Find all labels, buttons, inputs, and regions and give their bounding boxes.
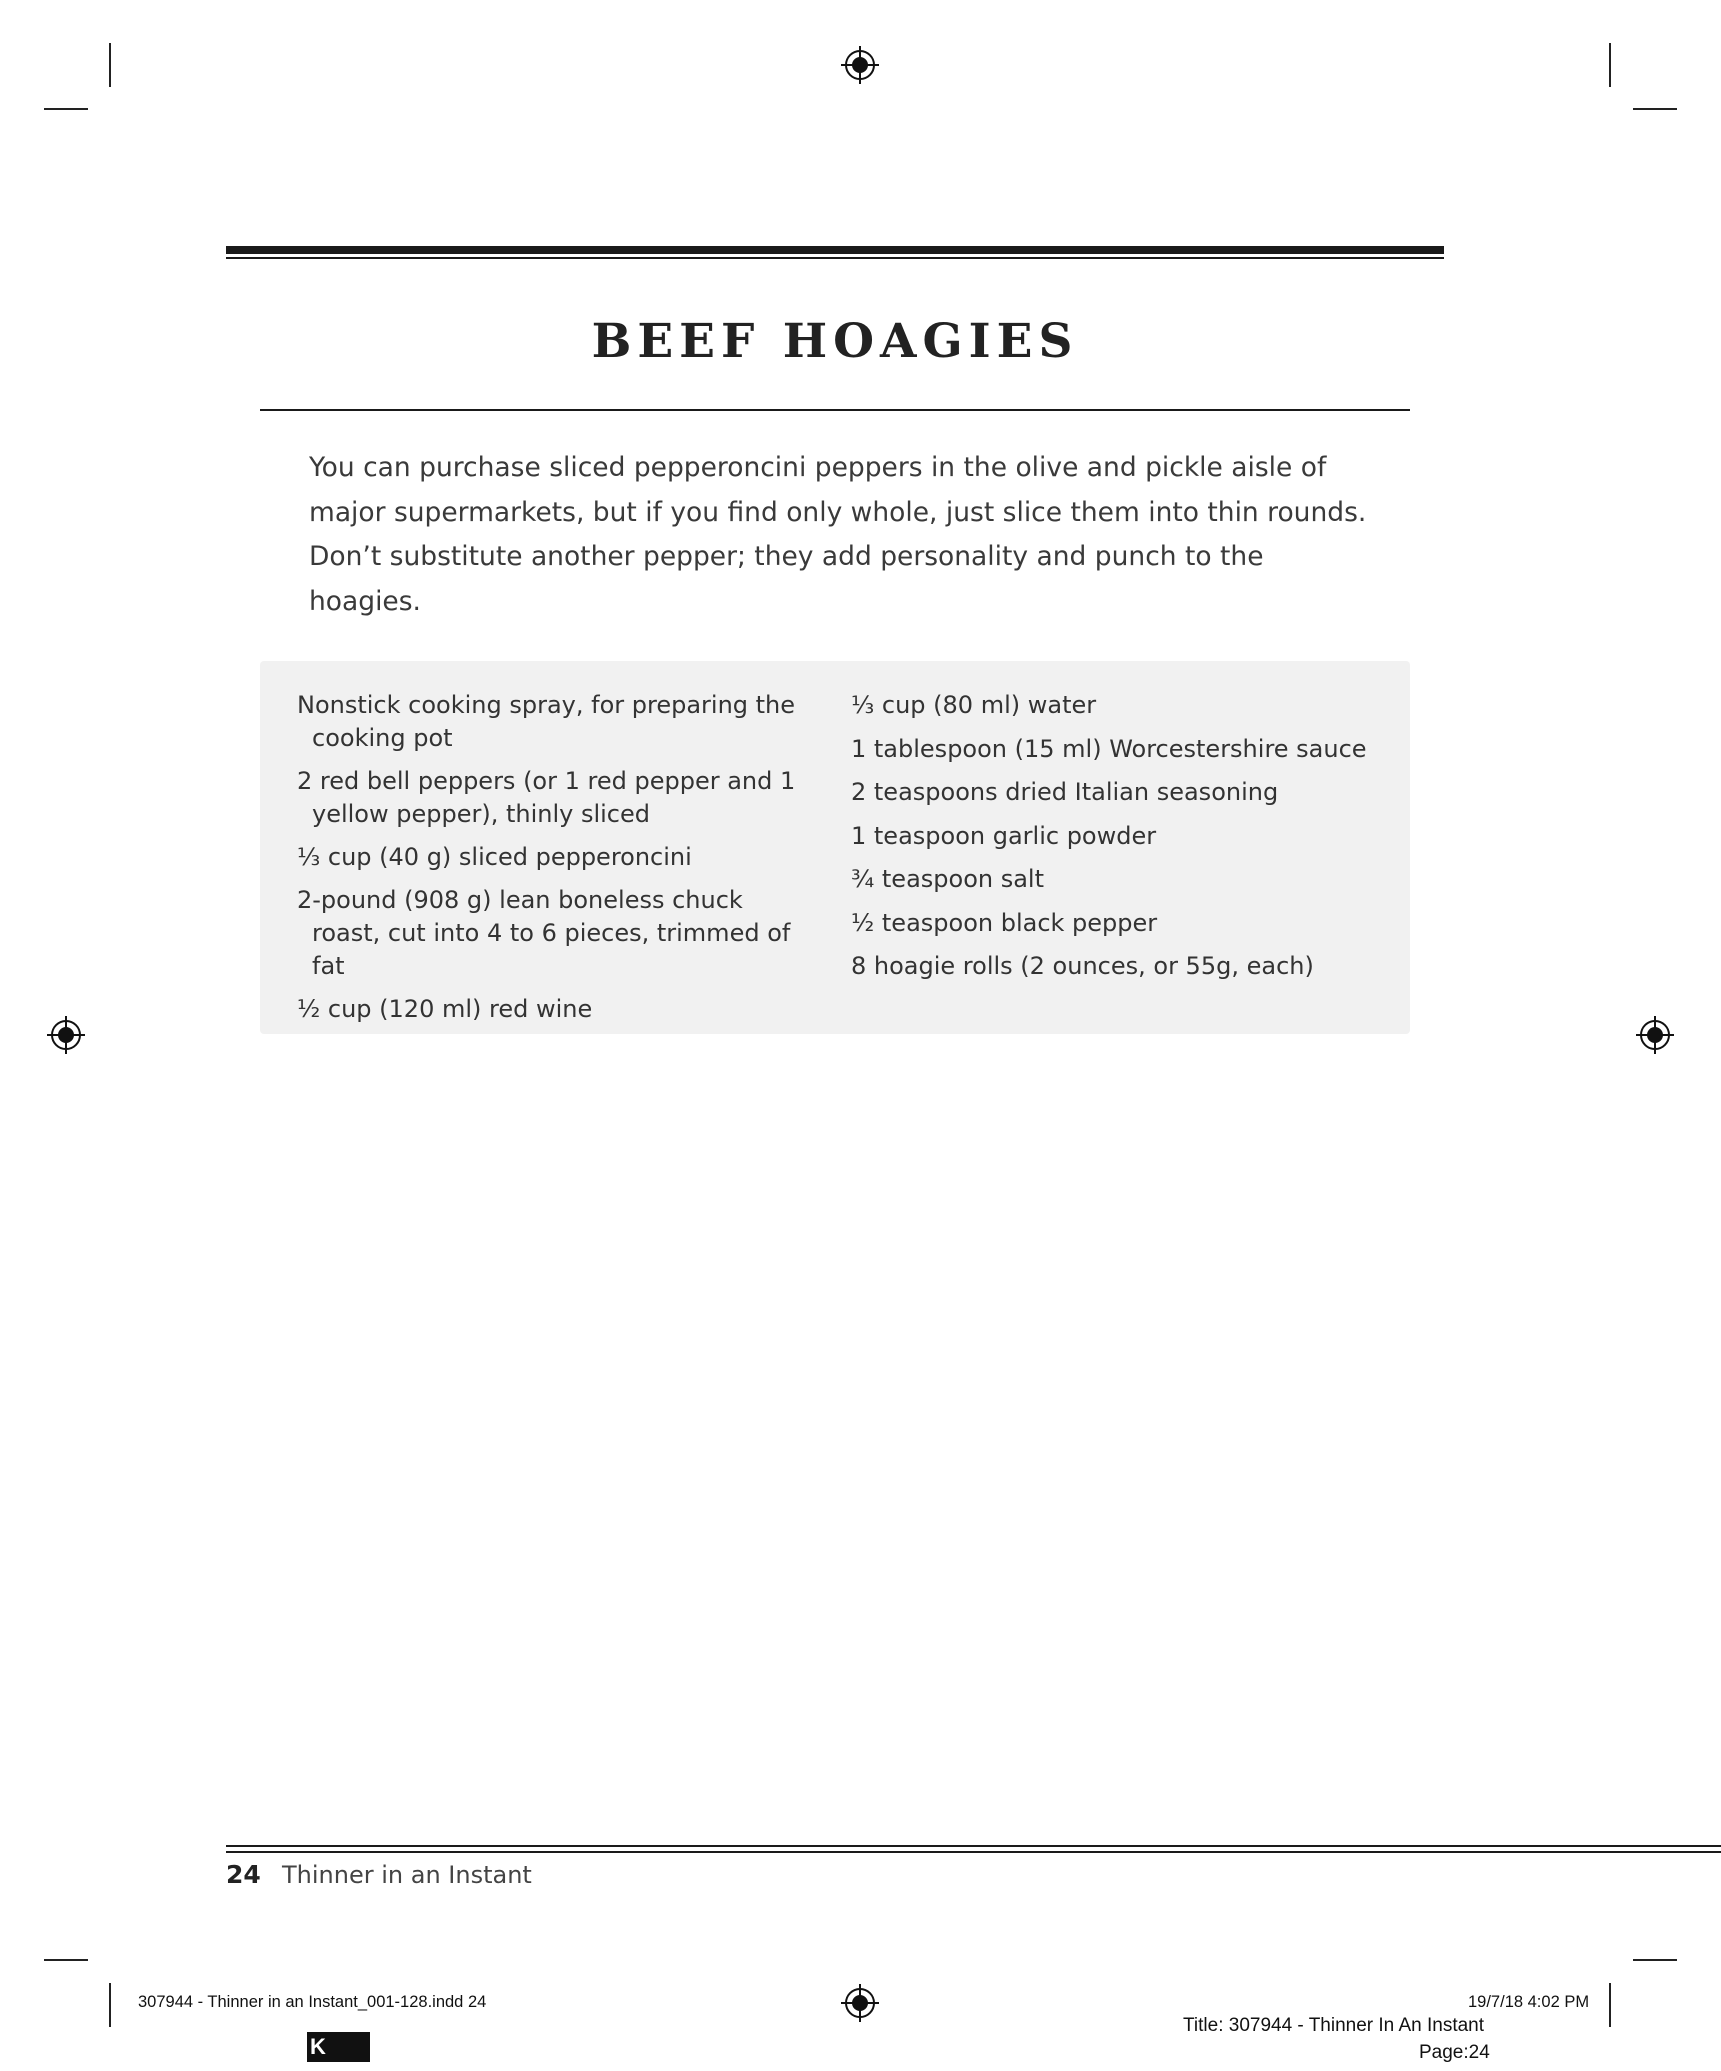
- crop-mark: [109, 1983, 111, 2027]
- registration-mark-icon: [47, 1016, 85, 1054]
- ingredient-item: 2 teaspoons dried Italian seasoning: [851, 778, 1279, 806]
- crop-mark: [44, 1959, 88, 1961]
- registration-mark-icon: [841, 1984, 879, 2022]
- ingredient-item: 2-pound (908 g) lean boneless chuck roast, cut into 4 to 6 pieces, trimmed of fat: [297, 886, 791, 980]
- footer-rule: [226, 1851, 1721, 1853]
- slug-title-line: Title: 307944 - Thinner In An Instant: [1183, 2015, 1485, 2036]
- ingredient-item: Nonstick cooking spray, for preparing the cooking pot: [297, 691, 796, 752]
- book-title: Thinner in an Instant: [282, 1861, 532, 1889]
- recipe-intro: You can purchase sliced pepperoncini peppers in the olive and pickle aisle of major supermarkets, but if you find only whole, just slice them into thin rounds. Don’t substitute another pepper; they add personality and punch to the hoagies.: [309, 452, 1367, 617]
- ingredient-item: ⅓ cup (80 ml) water: [851, 691, 1097, 719]
- title-rule-thin: [226, 257, 1444, 259]
- slug-file-info: 307944 - Thinner in an Instant_001-128.indd 24: [138, 1993, 487, 2011]
- title-underline: [260, 409, 1410, 411]
- ingredient-item: 1 teaspoon garlic powder: [851, 821, 1157, 850]
- ingredient-item: ¾ teaspoon salt: [851, 865, 1045, 893]
- plate-color-label: K: [307, 2032, 370, 2062]
- slug-date-time: 19/7/18 4:02 PM: [1468, 1993, 1590, 2011]
- ingredient-item: ½ cup (120 ml) red wine: [297, 995, 593, 1023]
- registration-mark-icon: [841, 46, 879, 84]
- registration-mark-icon: [1636, 1016, 1674, 1054]
- footer-rule: [226, 1845, 1721, 1847]
- crop-mark: [1609, 43, 1611, 87]
- title-rule-thick: [226, 246, 1444, 254]
- crop-mark: [1633, 1959, 1677, 1961]
- ingredient-item: 1 tablespoon (15 ml) Worcestershire sauce: [851, 734, 1367, 763]
- slug-page-line: Page:24: [1419, 2042, 1490, 2063]
- ingredient-item: ⅓ cup (40 g) sliced pepperoncini: [297, 843, 692, 871]
- page-number: 24: [226, 1860, 261, 1889]
- ingredient-item: ½ teaspoon black pepper: [851, 908, 1158, 937]
- recipe-title: BEEF HOAGIES: [591, 314, 1079, 369]
- ingredient-item: 2 red bell peppers (or 1 red pepper and 1 yellow pepper), thinly sliced: [297, 767, 796, 828]
- crop-mark: [109, 43, 111, 87]
- ingredients-left-column: [297, 689, 807, 1036]
- crop-mark: [1633, 108, 1677, 110]
- crop-mark: [1609, 1983, 1611, 2027]
- ingredient-item: 8 hoagie rolls (2 ounces, or 55g, each): [851, 952, 1314, 980]
- crop-mark: [44, 108, 88, 110]
- ingredients-right-column: [851, 689, 1391, 994]
